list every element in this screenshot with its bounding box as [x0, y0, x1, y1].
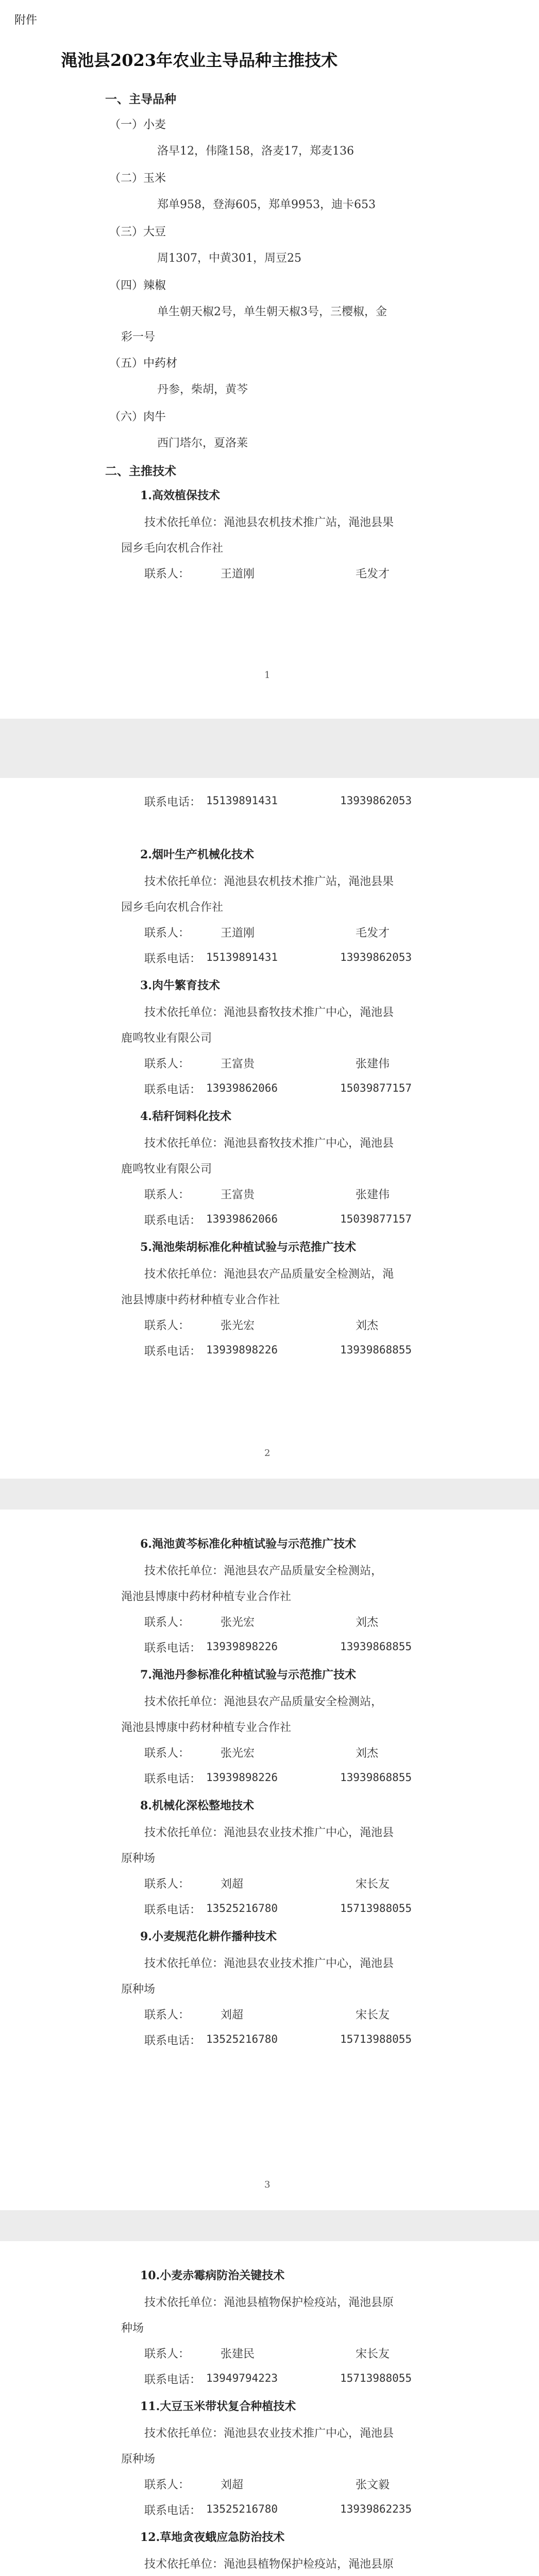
group-line: 郑单958，登海605，郑单9953，迪卡653 — [157, 198, 376, 211]
support-unit-line: 技术依托单位：渑池县农产品质量安全检测站，渑 — [144, 1268, 394, 1281]
technique-title: 10.小麦赤霉病防治关键技术 — [140, 2269, 285, 2282]
phone-label: 联系电话： — [144, 1214, 201, 1227]
technique-title: 6.渑池黄芩标准化种植试验与示范推广技术 — [140, 1537, 356, 1551]
support-unit-line: 园乡毛向农机合作社 — [121, 901, 224, 914]
support-unit-line: 技术依托单位：渑池县农产品质量安全检测站， — [144, 1565, 383, 1578]
contact-name: 宋长友 — [356, 2009, 390, 2022]
group-heading: （四）辣椒 — [109, 279, 166, 292]
phone-number: 13939898226 — [206, 1771, 278, 1784]
contact-name: 刘杰 — [356, 1319, 379, 1332]
page-number: 3 — [264, 2179, 271, 2190]
support-unit-line: 技术依托单位：渑池县农业技术推广中心，渑池县 — [144, 1957, 394, 1970]
contact-label: 联系人： — [144, 1878, 190, 1891]
contact-name: 张建伟 — [356, 1058, 390, 1071]
phone-number: 13525216780 — [206, 1902, 278, 1914]
support-unit-line: 技术依托单位：渑池县植物保护检疫站，渑池县原 — [144, 2558, 394, 2571]
section-heading-techniques: 二、主推技术 — [105, 464, 176, 478]
group-heading: （六）肉牛 — [109, 411, 166, 423]
phone-number: 13939862235 — [340, 2503, 412, 2515]
contact-label: 联系人： — [144, 1058, 190, 1071]
section-heading-varieties: 一、主导品种 — [105, 92, 176, 106]
group-heading: （一）小麦 — [109, 118, 166, 131]
technique-title: 8.机械化深松整地技术 — [140, 1799, 254, 1812]
contact-label: 联系人： — [144, 2479, 190, 2492]
contact-name: 王富贵 — [221, 1189, 255, 1201]
phone-number: 15713988055 — [340, 2033, 412, 2045]
contact-name: 张建民 — [221, 2348, 255, 2361]
phone-number: 13525216780 — [206, 2033, 278, 2045]
page-3 — [0, 1510, 539, 2210]
page-1 — [0, 0, 539, 719]
contact-label: 联系人： — [144, 1747, 190, 1760]
phone-number: 13939862066 — [206, 1082, 278, 1094]
phone-number: 13939868855 — [340, 1771, 412, 1784]
group-line: 周1307，中黄301，周豆25 — [157, 252, 301, 265]
attachment-label: 附件 — [14, 14, 38, 27]
support-unit-line: 技术依托单位：渑池县农机技术推广站，渑池县果 — [144, 875, 394, 888]
phone-number: 13939862066 — [206, 1213, 278, 1225]
phone-label: 联系电话： — [144, 796, 201, 809]
group-heading: （五）中药材 — [109, 357, 178, 370]
support-unit-line: 池县博康中药材种植专业合作社 — [121, 1294, 280, 1307]
phone-number: 15039877157 — [340, 1082, 412, 1094]
contact-label: 联系人： — [144, 2009, 190, 2022]
contact-label: 联系人： — [144, 568, 190, 581]
phone-label: 联系电话： — [144, 2035, 201, 2047]
contact-name: 刘超 — [221, 1878, 244, 1891]
technique-title: 2.烟叶生产机械化技术 — [140, 848, 254, 861]
contact-name: 宋长友 — [356, 1878, 390, 1891]
contact-name: 毛发才 — [356, 927, 390, 940]
phone-label: 联系电话： — [144, 1773, 201, 1786]
group-line: 丹参，柴胡，黄芩 — [157, 383, 248, 396]
phone-number: 13939868855 — [340, 1344, 412, 1356]
phone-label: 联系电话： — [144, 2374, 201, 2386]
technique-title: 3.肉牛繁育技术 — [140, 979, 220, 992]
group-line: 单生朝天椒2号，单生朝天椒3号，三樱椒，金 — [157, 306, 387, 318]
support-unit-line: 园乡毛向农机合作社 — [121, 542, 224, 555]
page-number: 1 — [264, 670, 271, 681]
contact-label: 联系人： — [144, 1616, 190, 1629]
contact-name: 王道刚 — [221, 927, 255, 940]
phone-number: 15713988055 — [340, 1902, 412, 1914]
technique-title: 1.高效植保技术 — [140, 489, 220, 502]
group-heading: （三）大豆 — [109, 226, 166, 239]
support-unit-line: 技术依托单位：渑池县畜牧技术推广中心，渑池县 — [144, 1137, 394, 1150]
phone-number: 15139891431 — [206, 794, 278, 807]
contact-name: 张光宏 — [221, 1616, 255, 1629]
phone-label: 联系电话： — [144, 1345, 201, 1358]
technique-title: 7.渑池丹参标准化种植试验与示范推广技术 — [140, 1668, 356, 1682]
phone-number: 15713988055 — [340, 2372, 412, 2384]
group-heading: （二）玉米 — [109, 172, 166, 185]
contact-name: 张光宏 — [221, 1319, 255, 1332]
contact-name: 刘杰 — [356, 1747, 379, 1760]
contact-name: 刘杰 — [356, 1616, 379, 1629]
technique-title: 11.大豆玉米带状复合种植技术 — [140, 2400, 296, 2413]
contact-name: 毛发才 — [356, 568, 390, 581]
support-unit-line: 渑池县博康中药材种植专业合作社 — [121, 1721, 292, 1734]
contact-name: 王道刚 — [221, 568, 255, 581]
phone-number: 13949794223 — [206, 2372, 278, 2384]
phone-number: 13939862053 — [340, 794, 412, 807]
contact-name: 张建伟 — [356, 1189, 390, 1201]
contact-label: 联系人： — [144, 1189, 190, 1201]
technique-title: 9.小麦规范化耕作播种技术 — [140, 1930, 277, 1943]
phone-label: 联系电话： — [144, 1642, 201, 1655]
phone-label: 联系电话： — [144, 953, 201, 965]
support-unit-line: 技术依托单位：渑池县农机技术推广站，渑池县果 — [144, 516, 394, 529]
support-unit-line: 技术依托单位：渑池县农业技术推广中心，渑池县 — [144, 1826, 394, 1839]
support-unit-line: 技术依托单位：渑池县农产品质量安全检测站， — [144, 1696, 383, 1708]
phone-number: 13939868855 — [340, 1640, 412, 1653]
phone-number: 15139891431 — [206, 951, 278, 963]
support-unit-line: 技术依托单位：渑池县畜牧技术推广中心，渑池县 — [144, 1006, 394, 1019]
contact-name: 刘超 — [221, 2479, 244, 2492]
support-unit-line: 种场 — [121, 2322, 144, 2335]
phone-label: 联系电话： — [144, 1083, 201, 1096]
phone-number: 13525216780 — [206, 2503, 278, 2515]
contact-name: 刘超 — [221, 2009, 244, 2022]
support-unit-line: 原种场 — [121, 1983, 156, 1996]
contact-name: 张文毅 — [356, 2479, 390, 2492]
contact-label: 联系人： — [144, 2348, 190, 2361]
support-unit-line: 原种场 — [121, 2453, 156, 2466]
technique-title: 5.渑池柴胡标准化种植试验与示范推广技术 — [140, 1241, 356, 1254]
contact-name: 张光宏 — [221, 1747, 255, 1760]
phone-label: 联系电话： — [144, 2504, 201, 2517]
support-unit-line: 鹿鸣牧业有限公司 — [121, 1163, 212, 1176]
document-title: 渑池县2023年农业主导品种主推技术 — [61, 50, 338, 70]
support-unit-line: 技术依托单位：渑池县植物保护检疫站，渑池县原 — [144, 2296, 394, 2309]
technique-title: 4.秸秆饲料化技术 — [140, 1110, 231, 1123]
phone-number: 13939898226 — [206, 1640, 278, 1653]
phone-number: 13939898226 — [206, 1344, 278, 1356]
support-unit-line: 渑池县博康中药材种植专业合作社 — [121, 1590, 292, 1603]
technique-title: 12.草地贪夜蛾应急防治技术 — [140, 2531, 285, 2544]
group-line: 洛早12，伟隆158，洛麦17，郑麦136 — [157, 145, 354, 158]
contact-name: 王富贵 — [221, 1058, 255, 1071]
group-line: 彩一号 — [121, 331, 156, 344]
phone-label: 联系电话： — [144, 1904, 201, 1917]
page-number: 2 — [264, 1448, 271, 1459]
group-line: 西门塔尔，夏洛莱 — [157, 437, 248, 450]
page-2 — [0, 778, 539, 1479]
support-unit-line: 技术依托单位：渑池县农业技术推广中心，渑池县 — [144, 2427, 394, 2440]
support-unit-line: 鹿鸣牧业有限公司 — [121, 1032, 212, 1045]
contact-label: 联系人： — [144, 1319, 190, 1332]
contact-name: 宋长友 — [356, 2348, 390, 2361]
phone-number: 13939862053 — [340, 951, 412, 963]
contact-label: 联系人： — [144, 927, 190, 940]
page-4 — [0, 2241, 539, 2576]
support-unit-line: 原种场 — [121, 1852, 156, 1865]
phone-number: 15039877157 — [340, 1213, 412, 1225]
